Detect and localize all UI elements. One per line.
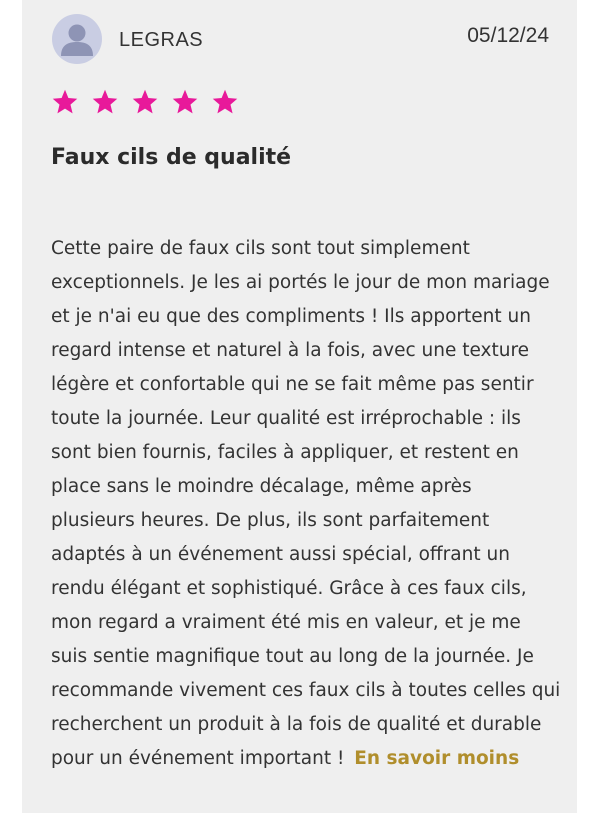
star-rating — [51, 88, 239, 116]
review-author: LEGRAS — [119, 29, 204, 51]
star-icon — [51, 88, 79, 116]
user-avatar-icon — [52, 14, 102, 64]
star-icon — [211, 88, 239, 116]
star-icon — [171, 88, 199, 116]
review-body — [51, 232, 561, 776]
review-date: 05/12/24 — [467, 24, 549, 47]
review-title: Faux cils de qualité — [51, 145, 292, 170]
review-body-text: Cette paire de faux cils sont tout simplement exceptionnels. Je les ai portés le jour de mon mariage et je n'ai eu que des compliments ! Ils apportent un regard intense et naturel à la fois, avec une texture légère et confortable qui ne se fait même pas sentir toute la journée. Leur qualité est irréprochable : ils sont bien fournis, faciles à appliquer, et restent en place sans le moindre décalage, même après plusieurs heures. De plus, ils sont parfaitement adaptés à un événement aussi spécial, offrant un rendu élégant et sophistiqué. Grâce à ces faux cils, mon regard a vraiment été mis en valeur, et je me suis sentie magnifique tout au long de la journée. Je recommande vivement ces faux cils à toutes celles qui recherchent un produit à la fois de qualité et durable pour un événement important ! — [51, 238, 561, 769]
show-less-link[interactable]: En savoir moins — [354, 748, 520, 769]
star-icon — [91, 88, 119, 116]
star-icon — [131, 88, 159, 116]
